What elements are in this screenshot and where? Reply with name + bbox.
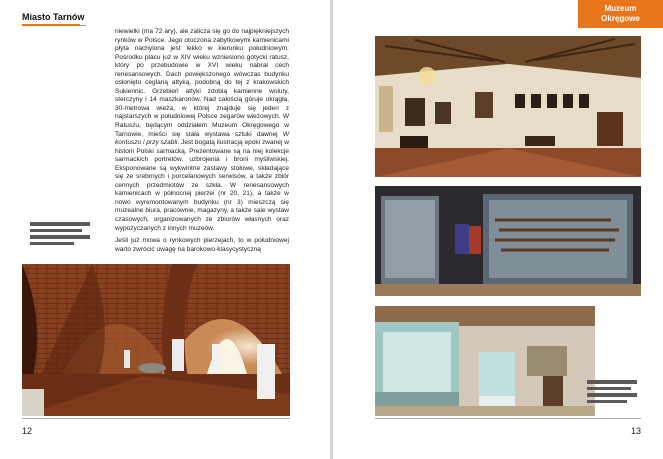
gallery-hall-photo [375, 36, 641, 177]
armoury-display-image [375, 186, 641, 296]
cellar-vault-image [22, 264, 290, 416]
exhibition-title: W kontuszu i przy szabli [115, 130, 289, 147]
body-text [115, 28, 289, 258]
caption-bar [30, 229, 82, 233]
glass-collection-photo [375, 306, 595, 416]
page-number-right: 13 [631, 426, 642, 436]
paragraph-2: Jeśli już mowa o rynkowych pierzejach, to w południowej warto zwrócić uwagę na barokowo-klasycystyczną [115, 237, 289, 253]
right-page [333, 0, 663, 459]
caption-bar [30, 222, 90, 226]
left-page [0, 0, 330, 459]
footer-rule [375, 418, 641, 419]
caption-placeholder-bars [587, 380, 637, 406]
section-tab-line-2: Okręgowe [601, 14, 640, 23]
caption-bar [587, 400, 627, 404]
paragraph-1: niewielki (ma 72 ary), ale zalicza się go do najpiękniejszych rynków w Polsce. Jego otoczona zabytkowymi kamienicami płyta nachylona jest lekko w kierunku południowym. Pośrodku placu już w XIV wieku wzniesiono gotycki ratusz, który po przebudowie w XVI wieku nabrał cech renesansowych. Dach powiększonego wówczas budynku osłonięto ceglaną attyką, podobną do tej z krakowskich Sukiennic. Grzebień attyki zdobią kamienne woluty, sterczyny i 14 maszkaronów. Nad całością góruje okrągła, 30-metrowa wieża, w której znajduje się jeden z najstarszych w południowej Polsce zegarów wieżowych. W Ratuszu, będącym oddziałem Muzeum Okręgowego w Tarnowie, mieści się stała wystawa sztuki dawnej W kontuszu i przy szabli. Jest bogatą ilustracją epoki zwanej w historii Polski sarmacką. Prezentowane są na niej kolekcje sarmackich portretów, uzbrojenia i broni myśliwskiej. Eksponowane są wykwintne zastawy stołowe, składające się ze srebrnych i porcelanowych serwisów, a także zbiór cennych przedmiotów ze szkła. W renesansowych kamienicach w północnej pierzei (nr 20, 21), a także w nowo wyremontowanym budynku (nr 3) mieszczą się muzealne biura, pracownie, magazyny, a także sale wystaw czasowych, organizowanych ze zbiorów własnych oraz wypożyczanych z innych muzeów. [115, 28, 289, 232]
page-number-left: 12 [22, 426, 33, 436]
caption-bar [30, 242, 74, 246]
caption-bar [587, 387, 631, 391]
caption-placeholder-bars [30, 222, 90, 248]
section-tab-line-1: Muzeum [604, 4, 637, 13]
caption-bar [30, 235, 90, 239]
caption-bar [587, 380, 637, 384]
section-tab [578, 0, 663, 28]
caption-bar [587, 393, 637, 397]
gallery-hall-image [375, 36, 641, 177]
armoury-display-photo [375, 186, 641, 296]
footer-rule [22, 418, 290, 419]
glass-collection-image [375, 306, 595, 416]
cellar-vault-photo [22, 264, 290, 416]
running-head-rule-thin [80, 25, 86, 26]
running-head: Miasto Tarnów [22, 12, 85, 22]
running-head-rule [22, 24, 80, 26]
